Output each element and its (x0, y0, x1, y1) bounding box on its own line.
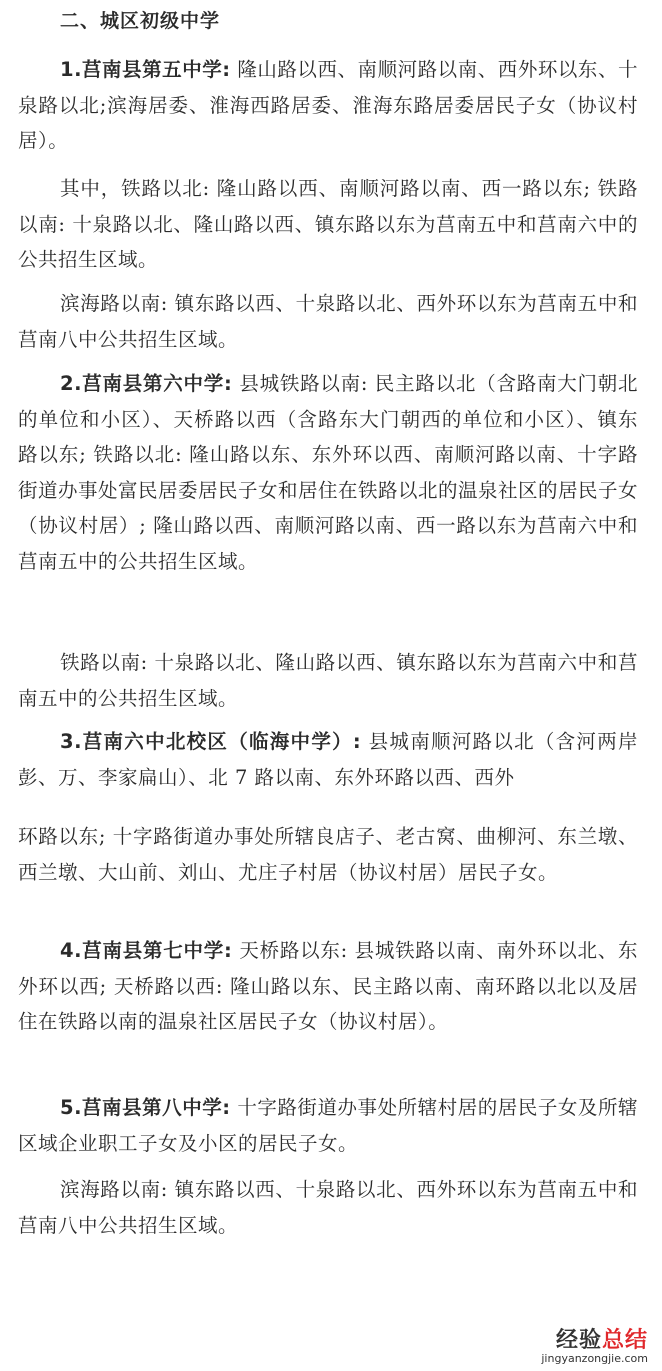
paragraph-number: 2.莒南县第六中学: (60, 372, 233, 395)
watermark-title (541, 1323, 648, 1354)
paragraph-number: 5.莒南县第八中学: (60, 1096, 231, 1119)
paragraph-text: 隆山路以西、南顺河路以南、西外环以东、十泉路以北;滨海居委、淮海西路居委、淮海东路居委居民子女（协议村居）。 (18, 58, 639, 152)
paragraph-shared-binhai-2 (18, 1172, 638, 1243)
paragraph-shared-binhai (18, 286, 638, 357)
paragraph-number: 1.莒南县第五中学: (60, 58, 231, 81)
paragraph-school-6 (18, 366, 638, 579)
paragraph-shared-south (18, 645, 638, 716)
paragraph-text: 环路以东; 十字路街道办事处所辖良店子、老古窝、曲柳河、东兰墩、西兰墩、大山前、刘山、尤庄子村居（协议村居）居民子女。 (18, 825, 638, 884)
paragraph-shared-north (18, 171, 638, 278)
paragraph-text: 十字路街道办事处所辖村居的居民子女及所辖区域企业职工子女及小区的居民子女。 (18, 1096, 639, 1155)
paragraph-text: 滨海路以南: 镇东路以西、十泉路以北、西外环以东为莒南五中和莒南八中公共招生区域。 (18, 292, 638, 351)
paragraph-school-6-north (18, 724, 638, 804)
paragraph-school-7 (18, 933, 638, 1040)
watermark-accent: 总结 (601, 1328, 648, 1353)
paragraph-school-6-north-cont (18, 819, 638, 890)
paragraph-text: 天桥路以东: 县城铁路以南、南外环以北、东外环以西; 天桥路以西: 隆山路以东、民主路以南、南环路以北以及居住在铁路以南的温泉社区居民子女（协议村居）。 (18, 939, 639, 1033)
paragraph-school-8 (18, 1090, 638, 1161)
paragraph-text: 县城南顺河路以北（含河两岸彭、万、李家扁山）、北 7 路以南、东外环路以西、西外 (18, 730, 638, 789)
paragraph-school-5 (18, 52, 638, 159)
paragraph-text: 铁路以南: 十泉路以北、隆山路以西、镇东路以东为莒南六中和莒南五中的公共招生区域。 (18, 651, 638, 710)
paragraph-text: 县城铁路以南: 民主路以北（含路南大门朝北的单位和小区）、天桥路以西（含路东大门朝西的单位和小区）、镇东路以东; 铁路以北: 隆山路以东、东外环以西、南顺河路以南、十字路街道办事处富民居委居民子女和居住在铁路以北的温泉社区的居民子女（协议村居）; 隆山路以西、南顺河路以南、西一路以东为莒南六中和莒南五中的公共招生区域。 (18, 372, 639, 573)
paragraph-text: 其中，铁路以北: 隆山路以西、南顺河路以南、西一路以东; 铁路以南: 十泉路以北、隆山路以西、镇东路以东为莒南五中和莒南六中的公共招生区域。 (18, 177, 638, 271)
paragraph-number: 4.莒南县第七中学: (60, 939, 233, 962)
paragraph-number: 3.莒南六中北校区（临海中学）: (60, 730, 362, 753)
watermark-logo (541, 1323, 648, 1365)
paragraph-text: 滨海路以南: 镇东路以西、十泉路以北、西外环以东为莒南五中和莒南八中公共招生区域。 (18, 1178, 638, 1237)
watermark-prefix: 经验 (555, 1328, 602, 1353)
section-heading: 二、城区初级中学 (60, 10, 221, 32)
watermark-url: jingyanzongjie.com (541, 1352, 648, 1365)
